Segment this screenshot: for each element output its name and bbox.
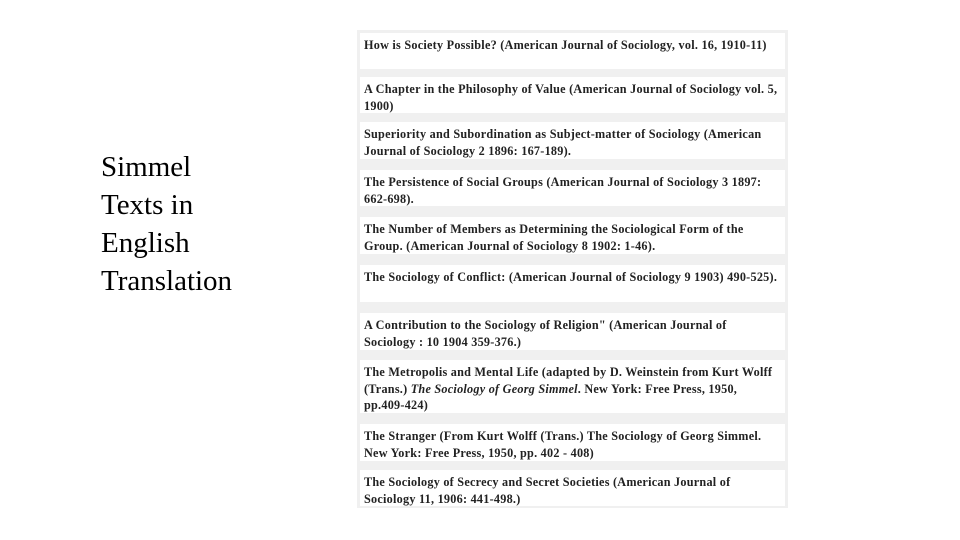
reference-item: The Number of Members as Determining the Sociological Form of the Group. (American Journal of Sociology 8 1902: 1-46). — [360, 217, 785, 254]
title-line: Simmel — [101, 151, 192, 183]
title-line: English — [101, 227, 190, 259]
title-line: Translation — [101, 265, 233, 297]
reference-text: . New York: Free Press, 1950, pp.409-424) — [364, 381, 738, 412]
reference-item: The Sociology of Secrecy and Secret Societies (American Journal of Sociology 11, 1906: 441-498.) — [360, 470, 785, 506]
reference-item: Superiority and Subordination as Subject-matter of Sociology (American Journal of Sociology 2 1896: 167-189). — [360, 122, 785, 159]
reference-text: The Metropolis and Mental Life (adapted by D. Weinstein from Kurt Wolff (Trans.) — [364, 365, 773, 396]
title-line: Texts in — [101, 189, 194, 221]
reference-item: The Stranger (From Kurt Wolff (Trans.) The Sociology of Georg Simmel. New York: Free Press, 1950, pp. 402 - 408) — [360, 424, 785, 461]
reference-item: A Contribution to the Sociology of Religion" (American Journal of Sociology : 10 1904 359-376.) — [360, 313, 785, 350]
reference-item: The Persistence of Social Groups (American Journal of Sociology 3 1897: 662-698). — [360, 170, 785, 206]
slide-title — [101, 148, 321, 300]
reference-item: How is Society Possible? (American Journal of Sociology, vol. 16, 1910-11) — [360, 33, 785, 69]
reference-item: A Chapter in the Philosophy of Value (American Journal of Sociology vol. 5, 1900) — [360, 77, 785, 113]
reference-item — [360, 360, 785, 413]
reference-book-title: The Sociology of Georg Simmel — [410, 381, 578, 396]
reference-item: The Sociology of Conflict: (American Journal of Sociology 9 1903) 490-525). — [360, 265, 785, 302]
reference-list — [357, 30, 788, 508]
